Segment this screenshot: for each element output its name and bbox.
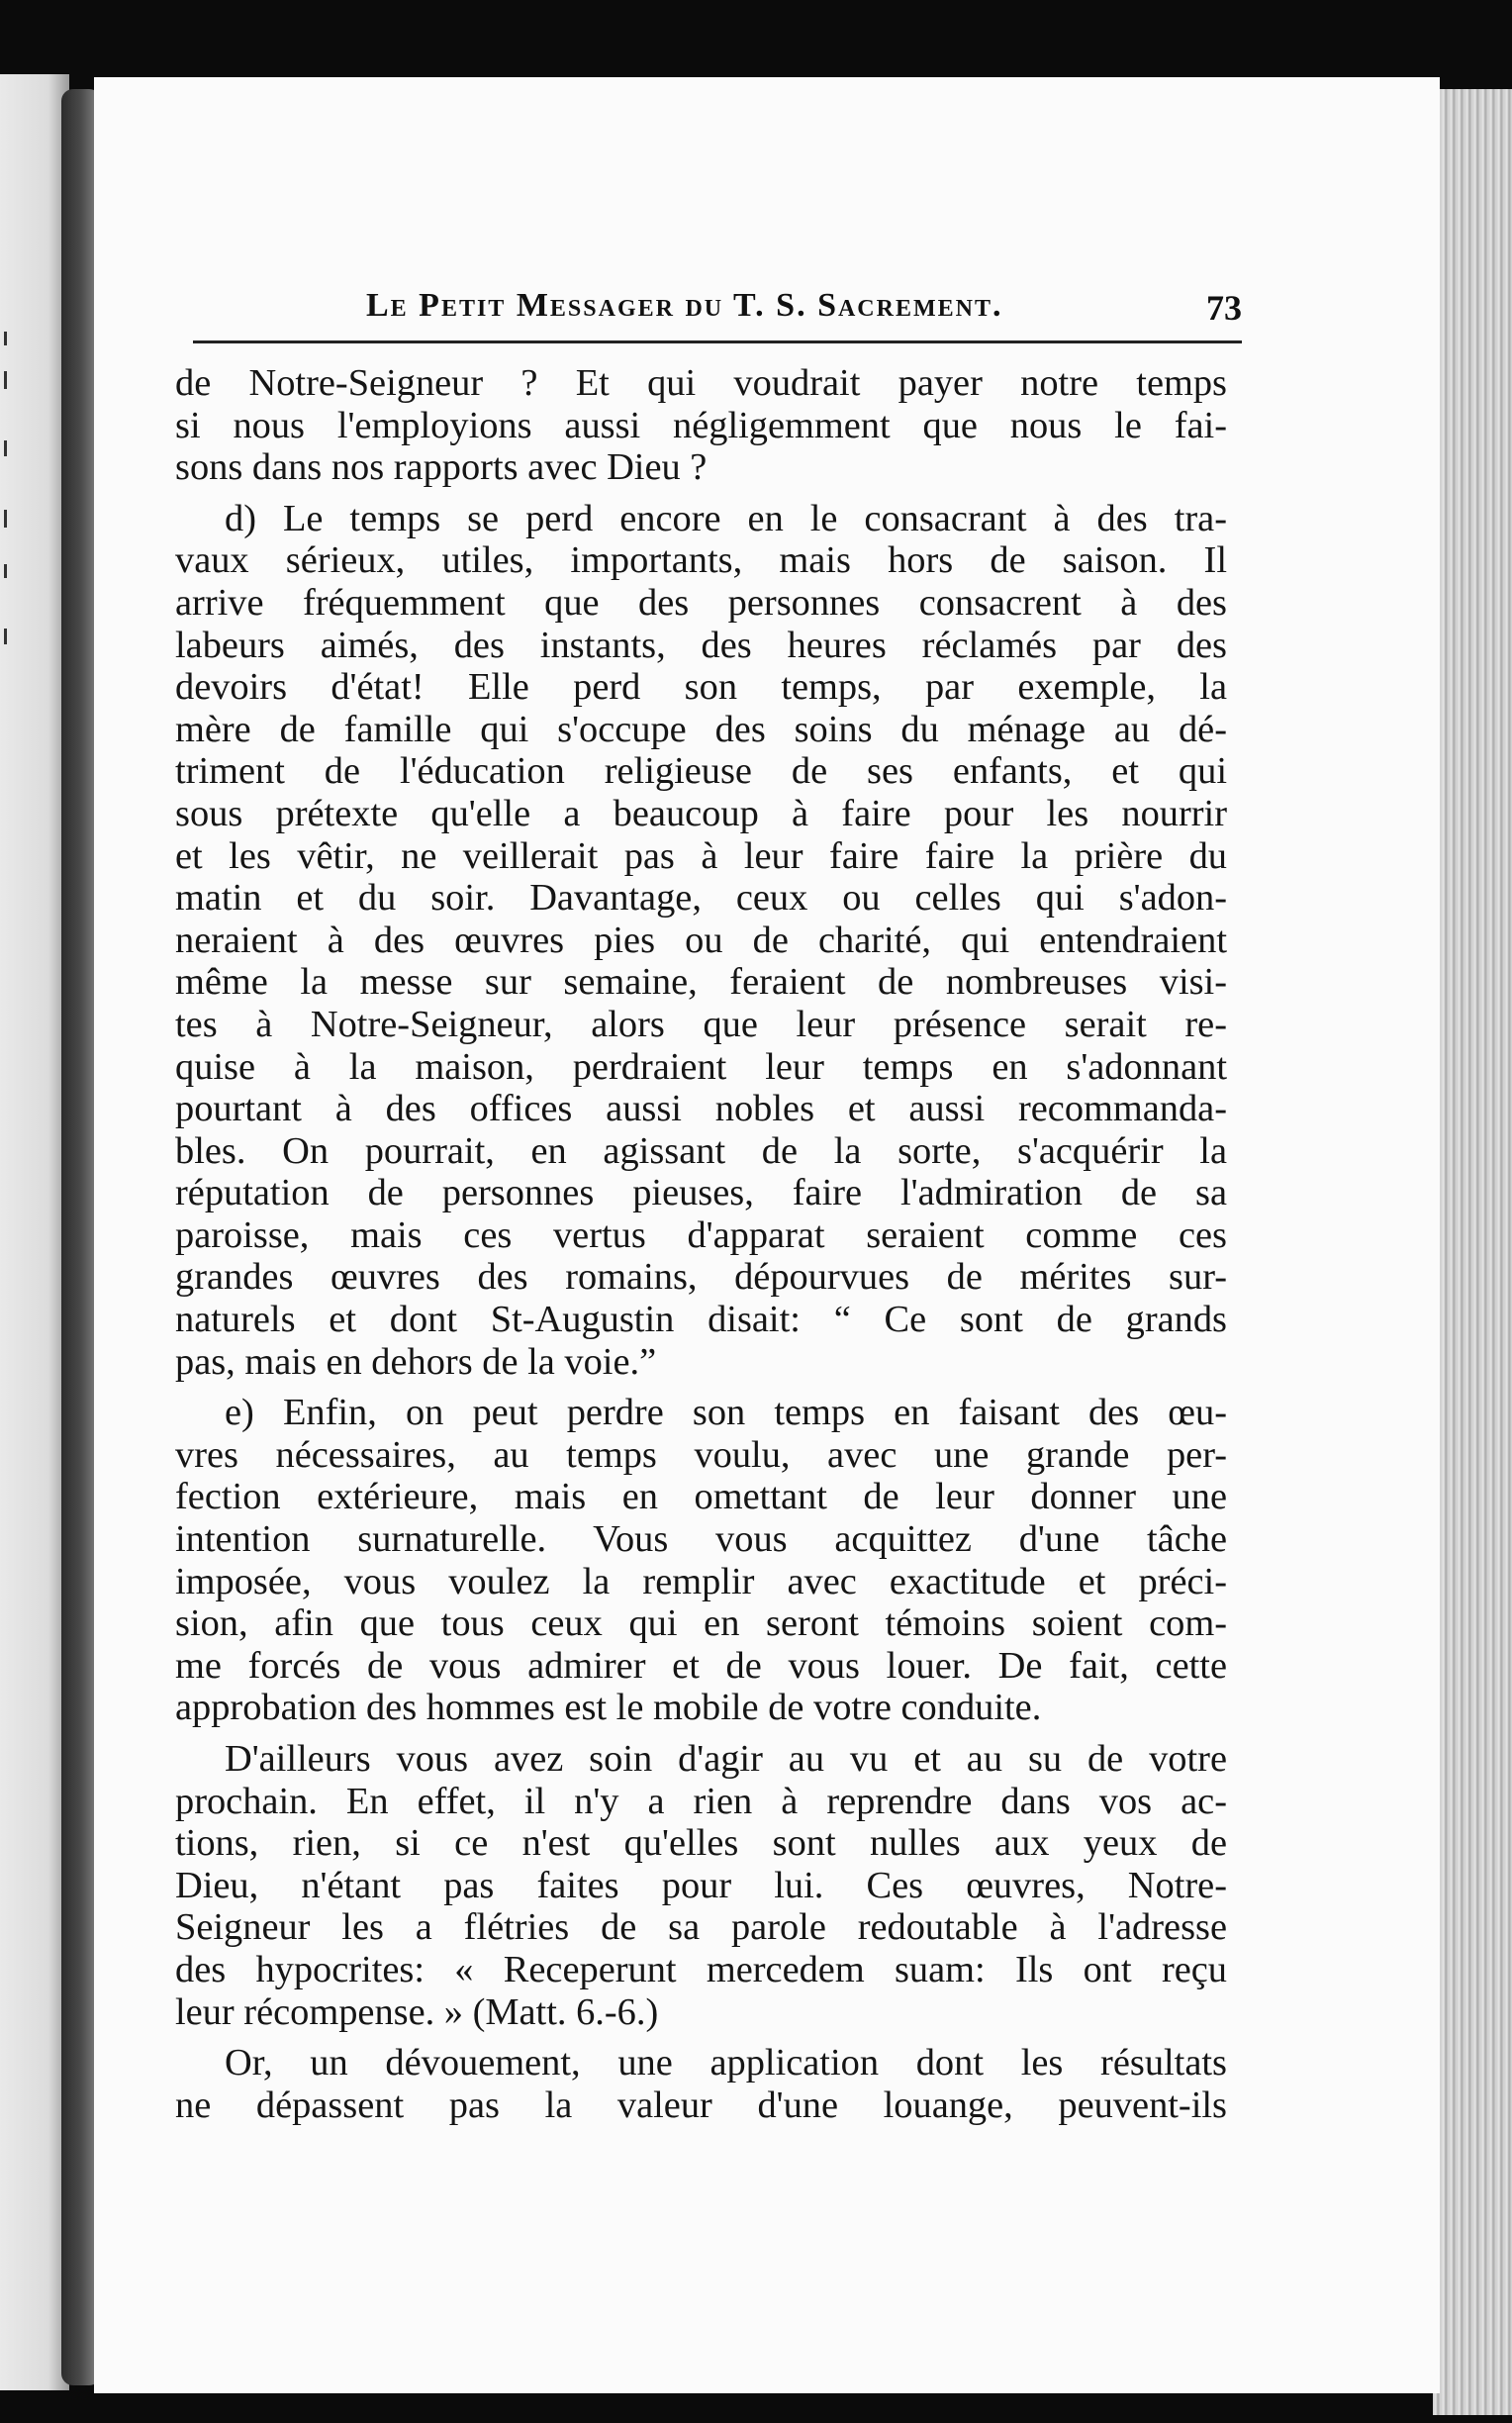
text-line: prochain. En effet, il n'y a rien à reprendre dans vos ac- bbox=[175, 1780, 1227, 1822]
previous-page-edge bbox=[0, 74, 69, 2390]
text-line: paroisse, mais ces vertus d'apparat seraient comme ces bbox=[175, 1213, 1227, 1256]
text-line: sion, afin que tous ceux qui en seront témoins soient com- bbox=[175, 1602, 1227, 1645]
text-line: leur récompense. » (Matt. 6.-6.) bbox=[175, 1990, 659, 2033]
text-line: de Notre-Seigneur ? Et qui voudrait payer notre temps bbox=[175, 362, 1227, 404]
text-line: d) Le temps se perd encore en le consacrant à des tra- bbox=[225, 497, 1227, 539]
text-line: approbation des hommes est le mobile de votre conduite. bbox=[175, 1687, 1042, 1729]
text-line: matin et du soir. Davantage, ceux ou celles qui s'adon- bbox=[175, 877, 1227, 920]
text-line: vaux sérieux, utiles, importants, mais hors de saison. Il bbox=[175, 539, 1227, 582]
text-line: triment de l'éducation religieuse de ses enfants, et qui bbox=[175, 750, 1227, 793]
text-line: me forcés de vous admirer et de vous louer. De fait, cette bbox=[175, 1644, 1227, 1687]
text-line: tions, rien, si ce n'est qu'elles sont nulles aux yeux de bbox=[175, 1822, 1227, 1865]
paragraph-dailleurs bbox=[175, 1738, 1227, 2033]
text-line: bles. On pourrait, en agissant de la sorte, s'acquérir la bbox=[175, 1129, 1227, 1172]
paragraph-or bbox=[175, 2042, 1227, 2126]
text-line: quise à la maison, perdraient leur temps en s'adonnant bbox=[175, 1045, 1227, 1088]
text-line: e) Enfin, on peut perdre son temps en faisant des œu- bbox=[225, 1392, 1227, 1434]
text-line: même la messe sur semaine, feraient de nombreuses visi- bbox=[175, 961, 1227, 1004]
text-line: arrive fréquemment que des personnes consacrent à des bbox=[175, 581, 1227, 624]
text-line: si nous l'employions aussi négligemment que nous le fai- bbox=[175, 404, 1227, 446]
text-line: sons dans nos rapports avec Dieu ? bbox=[175, 446, 708, 489]
running-title: Le Petit Messager du T. S. Sacrement. bbox=[366, 287, 1003, 324]
text-line: fection extérieure, mais en omettant de leur donner une bbox=[175, 1476, 1227, 1518]
text-line: sous prétexte qu'elle a beaucoup à faire pour les nourrir bbox=[175, 792, 1227, 834]
text-line: D'ailleurs vous avez soin d'agir au vu et au su de votre bbox=[225, 1738, 1227, 1780]
text-line: mère de famille qui s'occupe des soins du ménage au dé- bbox=[175, 708, 1227, 750]
text-line: réputation de personnes pieuses, faire l'admiration de sa bbox=[175, 1172, 1227, 1214]
text-line: Dieu, n'étant pas faites pour lui. Ces œuvres, Notre- bbox=[175, 1864, 1227, 1906]
text-line: devoirs d'état! Elle perd son temps, par exemple, la bbox=[175, 666, 1227, 709]
paragraph-d bbox=[175, 498, 1227, 1383]
page-number: 73 bbox=[1206, 288, 1242, 328]
body-text bbox=[175, 362, 1227, 2135]
text-line: imposée, vous voulez la remplir avec exactitude et préci- bbox=[175, 1560, 1227, 1602]
text-line: vres nécessaires, au temps voulu, avec une grande per- bbox=[175, 1433, 1227, 1476]
page-edges bbox=[1433, 89, 1512, 2415]
text-line: pourtant à des offices aussi nobles et aussi recommanda- bbox=[175, 1088, 1227, 1130]
text-line: et les vêtir, ne veillerait pas à leur faire faire la prière du bbox=[175, 834, 1227, 877]
text-line: des hypocrites: « Receperunt mercedem suam: Ils ont reçu bbox=[175, 1948, 1227, 1990]
text-line: Or, un dévouement, une application dont les résultats bbox=[225, 2042, 1227, 2084]
text-line: intention surnaturelle. Vous vous acquittez d'une tâche bbox=[175, 1518, 1227, 1561]
text-line: naturels et dont St-Augustin disait: “ Ce sont de grands bbox=[175, 1299, 1227, 1341]
text-line: grandes œuvres des romains, dépourvues de mérites sur- bbox=[175, 1256, 1227, 1299]
text-line: labeurs aimés, des instants, des heures réclamés par des bbox=[175, 624, 1227, 666]
text-line: pas, mais en dehors de la voie.” bbox=[175, 1340, 657, 1383]
paragraph-e bbox=[175, 1392, 1227, 1729]
text-line: tes à Notre-Seigneur, alors que leur présence serait re- bbox=[175, 1003, 1227, 1045]
text-line: Seigneur les a flétries de sa parole redoutable à l'adresse bbox=[175, 1906, 1227, 1949]
running-head bbox=[193, 287, 1242, 343]
paragraph-1 bbox=[175, 362, 1227, 489]
text-line: ne dépassent pas la valeur d'une louange, peuvent-ils bbox=[175, 2084, 1227, 2126]
text-line: neraient à des œuvres pies ou de charité, qui entendraient bbox=[175, 919, 1227, 961]
